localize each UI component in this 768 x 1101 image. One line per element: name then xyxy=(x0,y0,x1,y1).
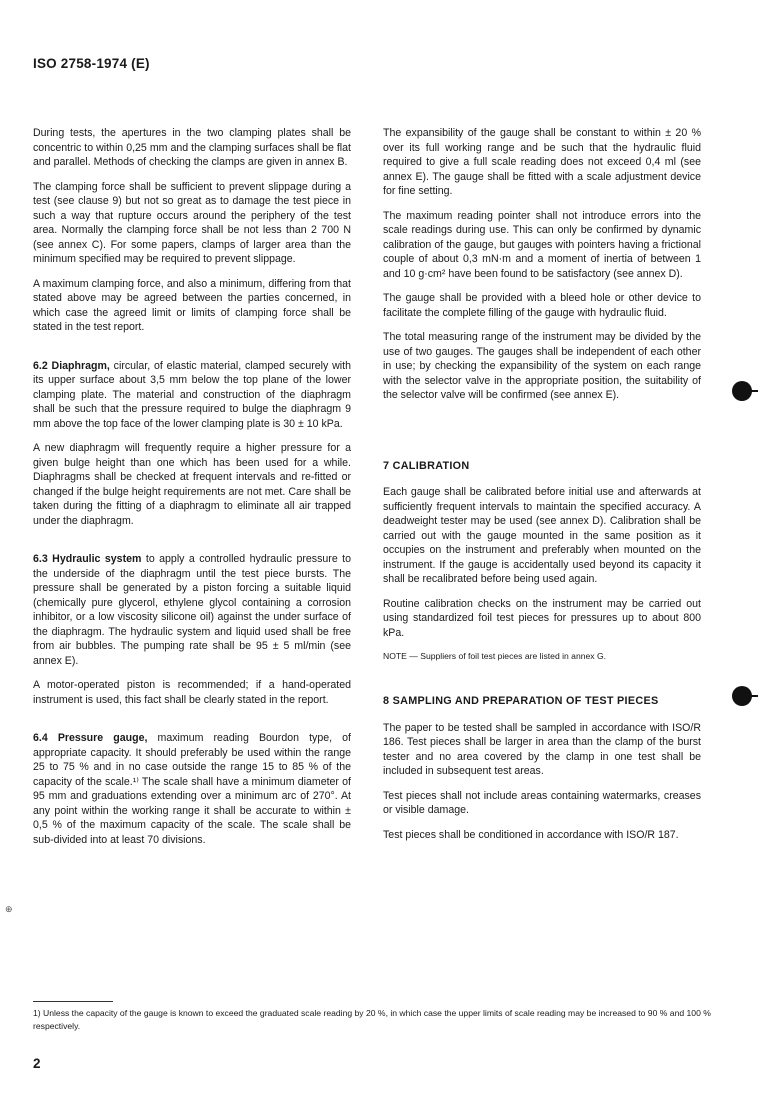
motor-piston-paragraph: A motor-operated piston is recommended; if a hand-operated instrument is used, this fact shall be clearly stated in the report. xyxy=(33,679,351,706)
max-reading-pointer-paragraph: The maximum reading pointer shall not introduce errors into the scale readings during use. This can only be confirmed by dynamic calibration of the gauge, but gauges with pointers having a frictional couple of about 0,3 mN·m and a moment of inertia of between 1 and 10 g·cm² have been found to be satisfactory (see annex D). xyxy=(383,209,701,280)
section-6-2-heading: 6.2 Diaphragm, xyxy=(33,359,110,372)
standard-header: ISO 2758-1974 (E) xyxy=(33,56,150,71)
binding-hole-mark-lower xyxy=(732,686,752,706)
section-6-4-text: maximum reading Bourdon type, of appropriate capacity. It should preferably be used within the range 25 to 75 % and in no case outside the range 15 to 85 % of the capacity of the scale.¹⁾ The scale shall have a minimum diameter of 95 mm and graduations extending over a minimum arc of 270°. At any point within the working range it shall be accurate to within ± 0,5 % of the maximum capacity of the scale. The scale shall be sub-divided into at least 70 divisions. xyxy=(33,732,351,846)
footnote-rule xyxy=(33,1001,113,1002)
foil-suppliers-note: NOTE — Suppliers of foil test pieces are listed in annex G. xyxy=(383,651,607,661)
clamp-concentricity-paragraph: During tests, the apertures in the two clamping plates shall be concentric to within 0,25 mm and the clamping surfaces shall be flat and parallel. Methods of checking the clamps are given in annex B. xyxy=(33,127,351,168)
clamping-limits-paragraph: A maximum clamping force, and also a minimum, differing from that stated above may be agreed between the parties concerned, in which case the agreed limit or limits of clamping force shall be stated in the test report. xyxy=(33,277,351,333)
calibration-paragraph: Each gauge shall be calibrated before initial use and afterwards at sufficiently frequent intervals to maintain the specified accuracy. A deadweight tester may be used (see annex D). Calibration shall be carried out with the gauge mounted in the same position as it occupies on the instrument and preferably when mounted on the instrument. If the gauge is accidentally used beyond its capacity it shall be recalibrated before being used again. xyxy=(383,486,701,585)
clamping-force-paragraph: The clamping force shall be sufficient to prevent slippage during a test (see clause 9) but not so great as to damage the test piece in such a way that rupture occurs around the periphery of the test area. Normally the clamping force shall be not less than 2 700 N (see annex C). For some papers, clamps of larger area than the minimum specified may be required to prevent slippage. xyxy=(33,180,351,265)
measuring-range-paragraph: The total measuring range of the instrument may be divided by the use of two gauges. The gauges shall be independent of each other in use; by checking the expansibility of the system on each range with the selector valve in the appropriate position, the suitability of the selector valve will be confirmed (see annex E). xyxy=(383,331,701,401)
bleed-hole-paragraph: The gauge shall be provided with a bleed hole or other device to facilitate the complete filling of the gauge with hydraulic fluid. xyxy=(383,292,701,319)
section-6-2-text: circular, of elastic material, clamped securely with its upper surface about 3,5 mm below the top plane of the lower clamping plate. The material and construction of the diaphragm shall be such that the pressure required to bulge the diaphragm 9 mm above the top face of the lower clamping plate is 30 ± 10 kPa. xyxy=(33,359,351,430)
section-6-3-hydraulic xyxy=(33,552,351,668)
diaphragm-maintenance-paragraph: A new diaphragm will frequently require a higher pressure for a given bulge height than one which has been used for a while. Diaphragms shall be checked at frequent intervals and re-fitted or changed if the bulge height requirements are not met. Care shall be taken during the fitting of a diaphragm to eliminate all air trapped under the diaphragm. xyxy=(33,442,351,527)
binding-hole-tail-lower xyxy=(750,695,758,697)
section-7-heading: 7 CALIBRATION xyxy=(383,459,470,472)
test-piece-exclusion-paragraph: Test pieces shall not include areas containing watermarks, creases or visible damage. xyxy=(383,789,701,816)
section-6-3-text: to apply a controlled hydraulic pressure to the underside of the diaphragm until the test piece bursts. The pressure shall be generated by a piston forcing a suitable liquid (chemically pure glycerol, ethylene glycol containing a corrosion inhibitor, or a low viscosity silicone oil) against the under surface of the diaphragm. The hydraulic system and liquid used shall be free from air bubbles. The pumping rate shall be 95 ± 5 ml/min (see annex E). xyxy=(33,553,351,667)
section-8-heading: 8 SAMPLING AND PREPARATION OF TEST PIECES xyxy=(383,695,659,707)
gauge-expansibility-paragraph: The expansibility of the gauge shall be constant to within ± 20 % over its full working range and be such that the hydraulic fluid required to give a full scale reading does not exceed 0,4 ml (see annex E). The gauge shall be fitted with a scale adjustment device for fine setting. xyxy=(383,127,701,197)
left-column xyxy=(33,126,351,857)
section-6-2-diaphragm xyxy=(33,359,351,432)
sampling-paragraph: The paper to be tested shall be sampled in accordance with ISO/R 186. Test pieces shall be larger in area than the clamp of the burst tester and no area covered by the clamp in one test shall be included in subsequent test areas. xyxy=(383,721,701,777)
binding-hole-mark-upper xyxy=(732,381,752,401)
margin-mark-icon: ⊕ xyxy=(5,904,13,914)
section-6-4-pressure-gauge xyxy=(33,731,351,847)
section-6-3-heading: 6.3 Hydraulic system xyxy=(33,553,142,565)
routine-calibration-paragraph: Routine calibration checks on the instrument may be carried out using standardized foil test pieces for pressures up to about 800 kPa. xyxy=(383,597,701,639)
page-number: 2 xyxy=(33,1056,41,1071)
right-column xyxy=(383,126,701,852)
footnote: 1) Unless the capacity of the gauge is known to exceed the graduated scale reading by 20 %, in which case the upper limits of scale reading may be increased to 90 % and 100 % respectively. xyxy=(33,1008,711,1031)
binding-hole-tail-upper xyxy=(750,390,758,392)
conditioning-paragraph: Test pieces shall be conditioned in accordance with ISO/R 187. xyxy=(383,828,679,841)
section-6-4-heading: 6.4 Pressure gauge, xyxy=(33,732,148,744)
